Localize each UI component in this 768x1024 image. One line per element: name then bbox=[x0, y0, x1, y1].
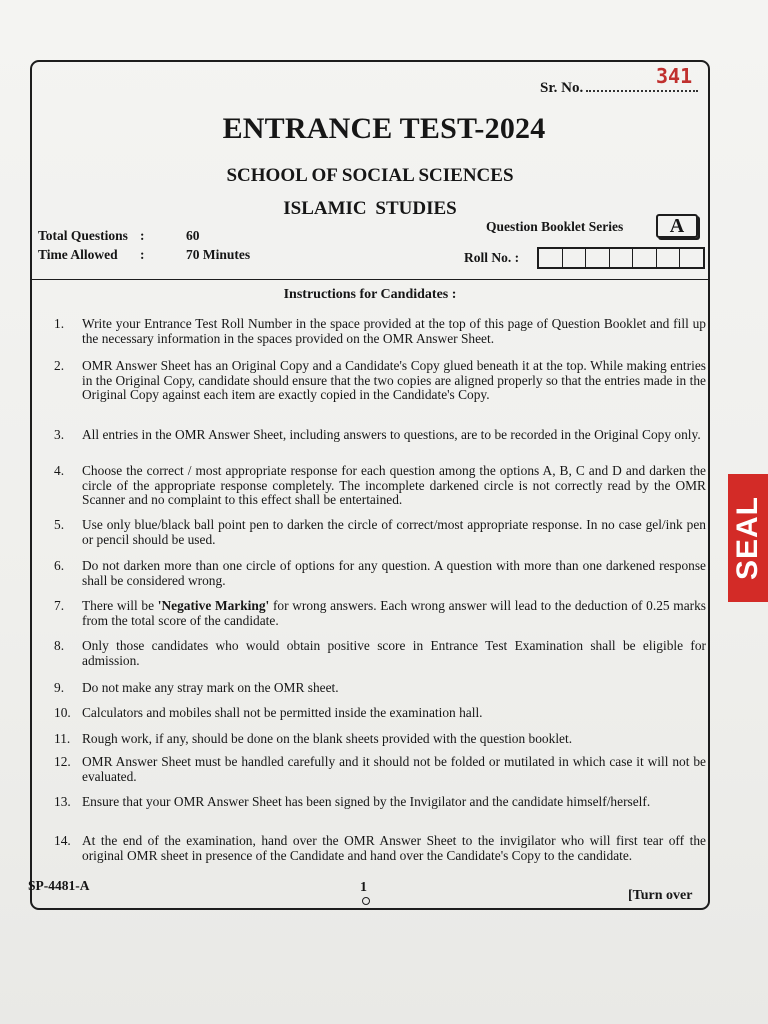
exam-title: ENTRANCE TEST-2024 bbox=[222, 112, 546, 145]
seal-label: SEAL bbox=[731, 495, 765, 581]
instruction-item: 2. OMR Answer Sheet has an Original Copy and a Candidate's Copy glued beneath it at the top. While making entries in the Original Copy, candidate should ensure that the two copies are aligned properly so that the entries made in the Original Copy against each item are exactly copied in the Candidate's Copy. bbox=[54, 358, 706, 403]
negative-marking-emphasis: 'Negative Marking' bbox=[157, 598, 270, 613]
instruction-item: 14. At the end of the examination, hand over the OMR Answer Sheet to the invigilator who will first tear off the original OMR sheet in presence of the Candidate and hand over the Candidate's Copy to the candidate. bbox=[54, 833, 706, 863]
instruction-item: 13. Ensure that your OMR Answer Sheet has been signed by the Invigilator and the candidate himself/herself. bbox=[54, 794, 651, 809]
serial-number-value: 341 bbox=[656, 64, 693, 88]
roll-number-label: Roll No. : bbox=[464, 250, 520, 265]
seal-sticker bbox=[728, 474, 768, 602]
total-questions-label: Total Questions bbox=[38, 228, 128, 243]
total-questions-value: 60 bbox=[186, 228, 200, 243]
instruction-item: 7. There will be 'Negative Marking' for wrong answers. Each wrong answer will lead to the deduction of 0.25 marks from the total score of the candidate. bbox=[54, 598, 706, 628]
instruction-item: 3. All entries in the OMR Answer Sheet, including answers to questions, are to be recorded in the Original Copy only. bbox=[54, 427, 701, 442]
school-name: SCHOOL OF SOCIAL SCIENCES bbox=[226, 165, 514, 186]
subject-name: ISLAMIC STUDIES bbox=[283, 198, 457, 219]
serial-number-label: Sr. No. bbox=[540, 80, 698, 97]
instruction-item: 5. Use only blue/black ball point pen to darken the circle of correct/most appropriate response. In no case gel/ink pen or pencil should be used. bbox=[54, 517, 706, 547]
time-allowed-value: 70 Minutes bbox=[186, 247, 251, 262]
booklet-series-box: A bbox=[656, 214, 698, 238]
instruction-item: 11. Rough work, if any, should be done on the blank sheets provided with the question booklet. bbox=[54, 731, 573, 746]
colon: : bbox=[140, 247, 145, 262]
colon: : bbox=[140, 228, 145, 243]
instruction-item: 8. Only those candidates who would obtain positive score in Entrance Test Examination shall be eligible for admission. bbox=[54, 638, 706, 668]
page-dot-mark bbox=[362, 897, 370, 905]
time-allowed-label: Time Allowed bbox=[38, 247, 118, 262]
instruction-item: 10. Calculators and mobiles shall not be permitted inside the examination hall. bbox=[54, 705, 483, 720]
instruction-item: 1. Write your Entrance Test Roll Number in the space provided at the top of this page of Question Booklet and fill up the necessary information in the spaces provided on the OMR Answer Sheet. bbox=[54, 316, 706, 346]
instructions-heading: Instructions for Candidates : bbox=[283, 287, 457, 302]
booklet-series-label: Question Booklet Series bbox=[486, 219, 624, 234]
instruction-item: 4. Choose the correct / most appropriate response for each question among the options A, B, C and D and darken the circle of the appropriate response completely. The incomplete darkened circle is not correctly read by the OMR Scanner and no complaint to this effect shall be entertained. bbox=[54, 463, 706, 508]
turn-over-note: [Turn over bbox=[628, 888, 693, 903]
instruction-item: 6. Do not darken more than one circle of options for any question. A question with more than one darkened response shall be considered wrong. bbox=[54, 558, 706, 588]
booklet-code: SP-4481-A bbox=[28, 878, 90, 893]
instruction-item: 12. OMR Answer Sheet must be handled carefully and it should not be folded or mutilated in which case it will not be evaluated. bbox=[54, 754, 706, 784]
page-number: 1 bbox=[360, 880, 367, 895]
instruction-item: 9. Do not make any stray mark on the OMR sheet. bbox=[54, 680, 339, 695]
